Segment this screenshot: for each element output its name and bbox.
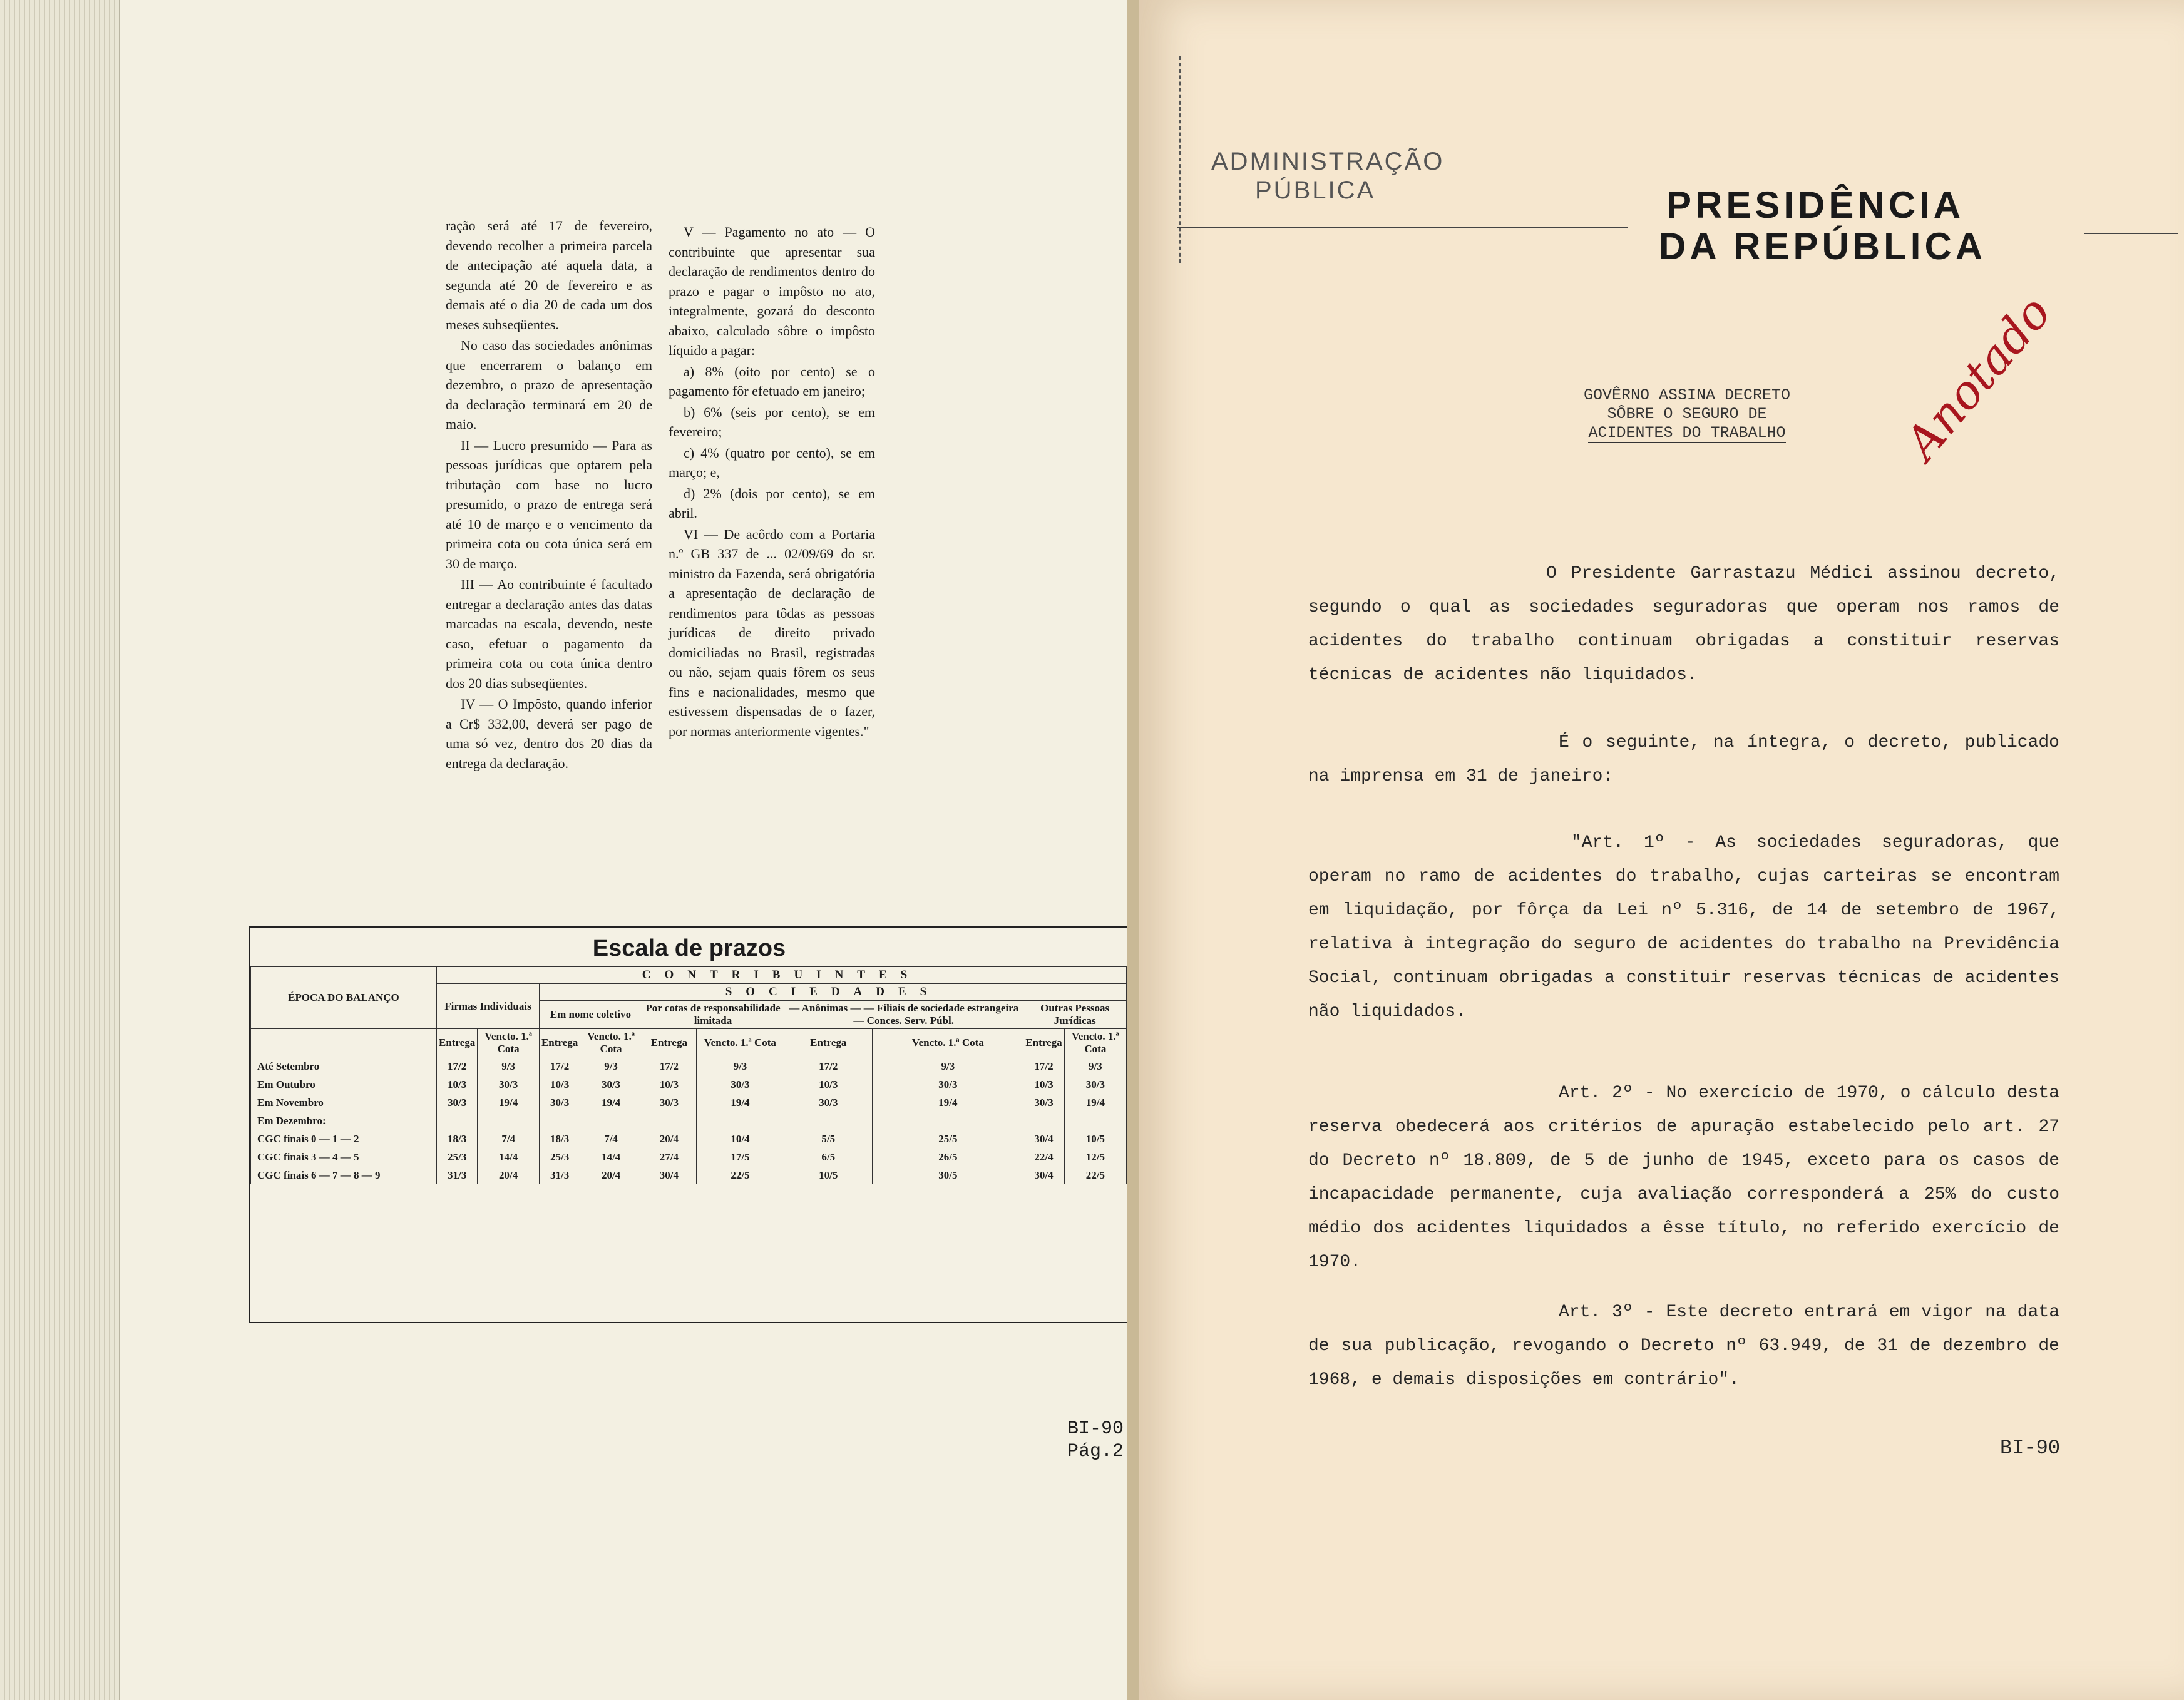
row-label: Em Novembro [251,1093,437,1112]
table-cell: 30/3 [539,1093,580,1112]
header-rule [2084,233,2178,234]
clipping-column-1 [446,216,652,774]
table-cell [1023,1112,1064,1130]
book-gutter [1127,0,1139,1700]
table-cell: 25/3 [437,1148,478,1166]
table-cell: 27/4 [642,1148,696,1166]
clip-paragraph: V — Pagamento no ato — O contribuinte que apresentar sua declaração de rendimentos dentro do prazo e pagar o impôsto no ato, integralmente, gozará do desconto abaixo, calculado sôbre o impôsto líquido a pagar: [669,224,875,358]
clip-paragraph: a) 8% (oito por cento) se o pagamento fôr efetuado em janeiro; [669,363,875,399]
table-cell [784,1112,873,1130]
headline-line: GOVÊRNO ASSINA DECRETO [1583,386,1791,404]
table-cell: 30/3 [478,1075,540,1093]
col-header-anonimas: — Anônimas — — Filiais de sociedade estrangeira — Conces. Serv. Públ. [784,1001,1023,1029]
table-cell: 30/4 [1023,1130,1064,1148]
table-cell: 14/4 [580,1148,642,1166]
table-cell [873,1112,1023,1130]
row-label: CGC finais 3 — 4 — 5 [251,1148,437,1166]
col-header-entrega: Entrega [642,1029,696,1057]
col-header-sociedades: SOCIEDADES [539,984,1126,1001]
col-header-epoca: ÉPOCA DO BALANÇO [251,967,437,1029]
table-cell: 30/3 [784,1093,873,1112]
table-cell: 17/5 [696,1148,784,1166]
col-header-vencto: Vencto. 1.ª Cota [873,1029,1023,1057]
table-cell [1064,1112,1126,1130]
table-cell: 30/3 [437,1093,478,1112]
col-header-firmas: Firmas Individuais [437,984,540,1029]
admin-stamp-line: ADMINISTRAÇÃO [1211,148,1445,175]
col-header-entrega: Entrega [539,1029,580,1057]
table-cell: 9/3 [1064,1057,1126,1076]
table-cell [539,1112,580,1130]
table-cell: 31/3 [437,1166,478,1184]
body-paragraph [1308,1296,2059,1435]
body-paragraph [1308,557,2059,730]
table-cell: 30/5 [873,1166,1023,1184]
masthead [1659,185,1986,267]
table-row [251,1075,1127,1093]
body-paragraph [1308,826,2059,1067]
annotation-stamp: Anotado [1895,285,2062,470]
col-header-entrega: Entrega [437,1029,478,1057]
table-cell: 17/2 [437,1057,478,1076]
margin-line [1179,56,1181,263]
left-page-footer [1067,1418,1124,1463]
schedule-table-box [249,926,1129,1323]
table-cell [642,1112,696,1130]
row-label: Em Dezembro: [251,1112,437,1130]
table-cell: 10/3 [784,1075,873,1093]
table-cell: 25/5 [873,1130,1023,1148]
masthead-line: DA REPÚBLICA [1659,225,1987,267]
table-cell: 25/3 [539,1148,580,1166]
col-header-vencto: Vencto. 1.ª Cota [580,1029,642,1057]
table-cell [696,1112,784,1130]
table-cell: 30/3 [580,1075,642,1093]
table-cell: 17/2 [1023,1057,1064,1076]
table-cell: 10/5 [1064,1130,1126,1148]
masthead-line: PRESIDÊNCIA [1666,184,1965,226]
body-paragraph [1308,1077,2059,1317]
clip-paragraph: II — Lucro presumido — Para as pessoas jurídicas que optarem pela tributação com base no lucro presumido, o prazo de entrega será até 10 de março e o vencimento da primeira cota ou cota única será em 30 de março. [446,437,652,571]
table-cell: 30/3 [1023,1093,1064,1112]
page-stack-edge [0,0,120,1700]
table-title: Escala de prazos [592,935,786,961]
table-cell: 14/4 [478,1148,540,1166]
table-cell: 10/5 [784,1166,873,1184]
table-cell: 7/4 [478,1130,540,1148]
table-cell: 6/5 [784,1148,873,1166]
news-headline [1565,386,1809,443]
table-row [251,1112,1127,1130]
table-cell: 19/4 [1064,1093,1126,1112]
clipping-column-2 [669,222,875,742]
table-cell: 19/4 [873,1093,1023,1112]
table-row [251,1130,1127,1148]
table-cell: 17/2 [642,1057,696,1076]
row-label: CGC finais 0 — 1 — 2 [251,1130,437,1148]
table-cell: 10/3 [539,1075,580,1093]
clip-paragraph: IV — O Impôsto, quando inferior a Cr$ 332,00, deverá ser pago de uma só vez, dentro dos 20 dias da entrega da declaração. [446,696,652,771]
table-cell: 30/3 [696,1075,784,1093]
table-cell: 7/4 [580,1130,642,1148]
paragraph-text: É o seguinte, na íntegra, o decreto, publicado na imprensa em 31 de janeiro: [1308,733,2059,786]
table-cell: 20/4 [580,1166,642,1184]
table-body [251,1057,1127,1185]
doc-code: BI-90 [1067,1418,1124,1440]
table-cell: 10/4 [696,1130,784,1148]
col-header-outras: Outras Pessoas Jurídicas [1023,1001,1127,1029]
page-number: Pág.2 [1067,1441,1124,1462]
clip-paragraph: VI — De acôrdo com a Portaria n.º GB 337 de ... 02/09/69 do sr. ministro da Fazenda, será obrigatória a apresentação de declaração de rendimentos para tôdas as pessoas jurídicas de direito privado domiciliadas no Brasil, registradas ou não, sejam quais fôrem os seus fins e nacionalidades, mesmo que estivessem dispensadas de o fazer, por normas anteriormente vigentes." [669,526,875,739]
table-cell: 26/5 [873,1148,1023,1166]
table-cell: 9/3 [478,1057,540,1076]
table-cell: 30/4 [642,1166,696,1184]
table-cell: 18/3 [437,1130,478,1148]
table-cell: 18/3 [539,1130,580,1148]
table-cell: 10/3 [1023,1075,1064,1093]
table-cell: 12/5 [1064,1148,1126,1166]
clip-paragraph: d) 2% (dois por cento), se em abril. [669,485,875,521]
table-cell: 19/4 [580,1093,642,1112]
row-label: Em Outubro [251,1075,437,1093]
table-row [251,1093,1127,1112]
headline-line: ACIDENTES DO TRABALHO [1588,424,1786,442]
row-label: CGC finais 6 — 7 — 8 — 9 [251,1166,437,1184]
row-label: Até Setembro [251,1057,437,1076]
table-cell: 22/4 [1023,1148,1064,1166]
admin-stamp-line: PÚBLICA [1255,177,1376,204]
col-header-entrega: Entrega [1023,1029,1064,1057]
table-cell: 30/3 [642,1093,696,1112]
table-cell: 19/4 [696,1093,784,1112]
table-cell: 30/3 [873,1075,1023,1093]
table-cell: 10/3 [642,1075,696,1093]
table-cell [478,1112,540,1130]
col-header-vencto: Vencto. 1.ª Cota [696,1029,784,1057]
table-row [251,1148,1127,1166]
body-paragraph [1308,726,2059,831]
paragraph-text: Art. 2º - No exercício de 1970, o cálculo desta reserva obedecerá aos critérios de apuração estabelecido pelo art. 27 do Decreto nº 18.809, de 5 de junho de 1945, exceto para os casos de incapacidade permanente, cuja avaliação corresponderá a 25% do custo médio dos acidentes liquidados a êsse título, no referido exercício de 1970. [1308,1083,2059,1272]
table-cell: 19/4 [478,1093,540,1112]
table-cell: 22/5 [696,1166,784,1184]
header-rule [1177,227,1628,228]
table-cell [580,1112,642,1130]
clip-paragraph: ração será até 17 de fevereiro, devendo recolher a primeira parcela de antecipação até aquela data, a segunda até 20 de fevereiro e as demais até o dia 20 de cada um dos meses subseqüentes. [446,218,652,332]
schedule-table [250,966,1127,1184]
clip-paragraph: III — Ao contribuinte é facultado entregar a declaração antes das datas marcadas na escala, devendo, neste caso, efetuar o pagamento da primeira cota ou cota única dentro dos 20 dias subseqüentes. [446,576,652,691]
paragraph-text: "Art. 1º - As sociedades seguradoras, que operam no ramo de acidentes do trabalho, cujas carteiras se encontram em liquidação, por fôrça da Lei nº 5.316, de 14 de setembro de 1967, relativa à integração do seguro de acidentes do trabalho na Previdência Social, continuam obrigadas a constituir reservas técnicas de acidentes não liquidados. [1308,833,2059,1022]
table-cell: 20/4 [478,1166,540,1184]
table-cell: 30/4 [1023,1166,1064,1184]
table-cell: 22/5 [1064,1166,1126,1184]
table-cell [437,1112,478,1130]
col-header-vencto: Vencto. 1.ª Cota [478,1029,540,1057]
table-cell: 5/5 [784,1130,873,1148]
table-cell: 9/3 [580,1057,642,1076]
admin-stamp [1211,147,1444,205]
table-cell: 9/3 [696,1057,784,1076]
clip-paragraph: No caso das sociedades anônimas que encerrarem o balanço em dezembro, o prazo de apresentação da declaração terminará em 20 de maio. [446,337,652,432]
table-cell: 31/3 [539,1166,580,1184]
paragraph-text: Art. 3º - Este decreto entrará em vigor na data de sua publicação, revogando o Decreto nº 63.949, de 31 de dezembro de 1968, e demais disposições em contrário". [1308,1303,2059,1390]
table-cell: 9/3 [873,1057,1023,1076]
col-header-blank [251,1029,437,1057]
right-page-footer: BI-90 [2000,1436,2061,1460]
headline-line: SÔBRE O SEGURO DE [1607,405,1767,423]
clip-paragraph: b) 6% (seis por cento), se em fevereiro; [669,404,875,439]
table-cell: 20/4 [642,1130,696,1148]
table-row [251,1057,1127,1076]
col-header-vencto: Vencto. 1.ª Cota [1064,1029,1126,1057]
col-header-contribuintes: CONTRIBUINTES [437,967,1127,984]
col-header-nome-coletivo: Em nome coletivo [539,1001,642,1029]
table-cell: 30/3 [1064,1075,1126,1093]
col-header-cotas: Por cotas de responsabilidade limitada [642,1001,784,1029]
paragraph-text: O Presidente Garrastazu Médici assinou decreto, segundo o qual as sociedades seguradoras que operam nos ramos de acidentes do trabalho continuam obrigadas a constituir reservas técnicas de acidentes não liquidados. [1308,564,2059,685]
clip-paragraph: c) 4% (quatro por cento), se em março; e, [669,444,875,480]
col-header-entrega: Entrega [784,1029,873,1057]
table-cell: 17/2 [784,1057,873,1076]
table-cell: 10/3 [437,1075,478,1093]
table-row [251,1166,1127,1184]
table-cell: 17/2 [539,1057,580,1076]
